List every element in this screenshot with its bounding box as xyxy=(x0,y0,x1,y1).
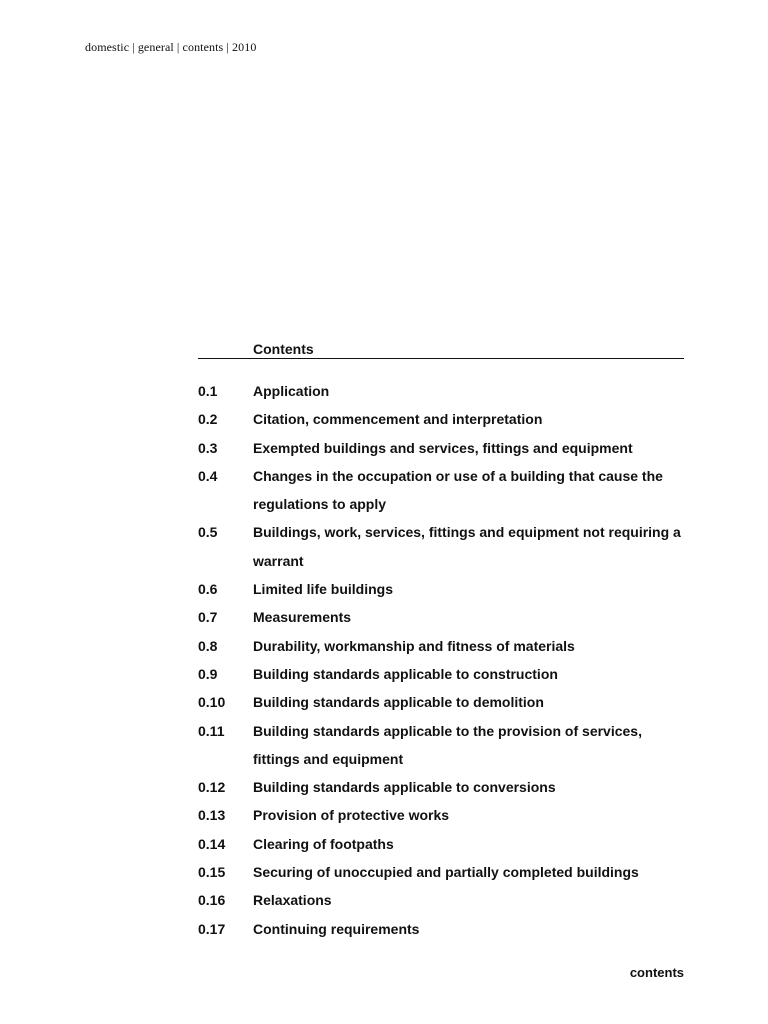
toc-entry-0-13 xyxy=(198,801,684,829)
toc-entry-title: Provision of protective works xyxy=(253,807,450,824)
toc-entry-0-2 xyxy=(198,405,684,433)
toc-entry-number: 0.9 xyxy=(198,665,218,682)
toc-entry-0-12 xyxy=(198,773,684,801)
toc-entry-number: 0.4 xyxy=(198,467,218,484)
toc-entry-title: Limited life buildings xyxy=(253,581,393,598)
toc-entry-title: Exempted buildings and services, fittings and equipment xyxy=(253,439,633,456)
toc-entry-title: Buildings, work, services, fittings and equipment not requiring a warrant xyxy=(253,524,681,569)
running-footer: contents xyxy=(629,965,684,980)
toc-entry-title: Citation, commencement and interpretation xyxy=(253,411,543,428)
toc-entry-number: 0.15 xyxy=(198,864,226,881)
toc-entry-number: 0.10 xyxy=(198,694,226,711)
toc-entry-number: 0.16 xyxy=(198,892,226,909)
toc-entry-number: 0.11 xyxy=(198,722,225,739)
toc-entry-number: 0.13 xyxy=(198,807,226,824)
toc-entry-title: Building standards applicable to demolition xyxy=(253,694,544,711)
toc-entry-0-1 xyxy=(198,377,684,405)
toc-heading-row xyxy=(198,340,684,359)
toc-entry-title: Application xyxy=(253,383,330,399)
table-of-contents xyxy=(198,340,684,943)
toc-entry-title: Changes in the occupation or use of a building that cause the regulations to apply xyxy=(253,467,663,513)
toc-entry-title: Relaxations xyxy=(253,892,332,909)
toc-entry-title: Measurements xyxy=(253,609,352,626)
toc-entry-0-11 xyxy=(198,717,684,774)
toc-entry-title: Continuing requirements xyxy=(253,920,420,937)
toc-entry-number: 0.2 xyxy=(198,411,218,428)
toc-entry-title: Securing of unoccupied and partially completed buildings xyxy=(253,864,639,881)
toc-entry-0-14 xyxy=(198,830,684,858)
toc-entry-number: 0.3 xyxy=(198,439,218,456)
toc-entry-title: Clearing of footpaths xyxy=(253,835,394,852)
toc-entry-number: 0.12 xyxy=(198,779,226,796)
toc-entry-title: Building standards applicable to construction xyxy=(253,665,558,682)
running-header: domestic | general | contents | 2010 xyxy=(85,40,257,54)
toc-entry-0-6 xyxy=(198,575,684,603)
toc-entry-title: Durability, workmanship and fitness of materials xyxy=(253,637,575,654)
toc-entry-number: 0.7 xyxy=(198,609,218,626)
toc-entry-0-16 xyxy=(198,886,684,914)
toc-entry-0-7 xyxy=(198,603,684,631)
toc-entry-title: Building standards applicable to conversions xyxy=(253,779,556,796)
toc-entry-number: 0.6 xyxy=(198,581,218,598)
toc-entry-0-3 xyxy=(198,434,684,462)
toc-entry-number: 0.8 xyxy=(198,637,218,654)
toc-entry-number: 0.1 xyxy=(198,383,218,399)
toc-entry-0-4 xyxy=(198,462,684,519)
toc-entry-0-10 xyxy=(198,688,684,716)
toc-entry-0-17 xyxy=(198,915,684,943)
toc-list xyxy=(198,377,684,943)
toc-entry-number: 0.14 xyxy=(198,835,226,852)
toc-entry-number: 0.5 xyxy=(198,524,218,541)
toc-entry-0-15 xyxy=(198,858,684,886)
toc-entry-0-9 xyxy=(198,660,684,688)
toc-entry-title: Building standards applicable to the provision of services, fittings and equipment xyxy=(253,722,642,767)
toc-entry-0-5 xyxy=(198,518,684,575)
toc-entry-number: 0.17 xyxy=(198,920,226,937)
toc-entry-0-8 xyxy=(198,632,684,660)
toc-heading: Contents xyxy=(253,341,314,357)
